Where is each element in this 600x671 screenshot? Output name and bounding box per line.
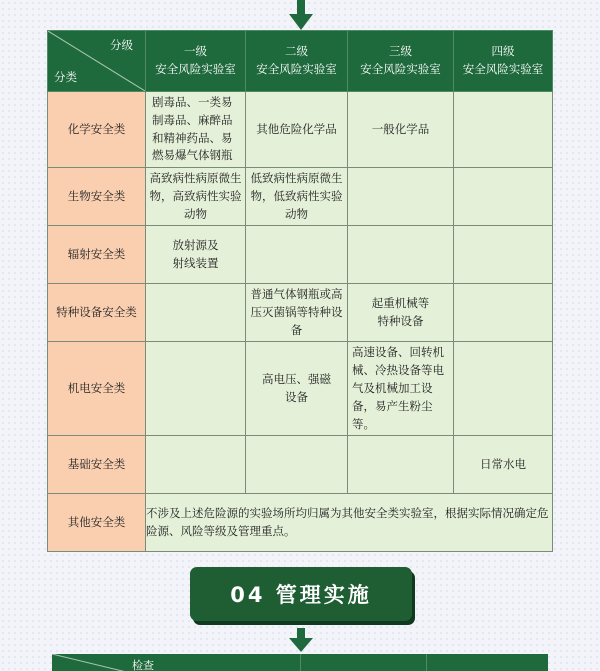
table-cell: 其他危险化学品 [246, 92, 348, 168]
table-cell: 剧毒品、一类易制毒品、麻醉品和精神药品、易燃易爆气体钢瓶 [146, 92, 246, 168]
category-cell: 机电安全类 [48, 342, 146, 436]
level-header-3: 三级 安全风险实验室 [348, 31, 454, 92]
inspection-header-label: 检查 [132, 659, 154, 671]
category-cell: 化学安全类 [48, 92, 146, 168]
category-cell: 基础安全类 [48, 436, 146, 494]
table-corner-cell [48, 31, 146, 92]
table-row [48, 92, 553, 168]
corner-category-label: 分类 [54, 70, 77, 85]
category-cell: 其他安全类 [48, 494, 146, 552]
category-cell: 生物安全类 [48, 168, 146, 226]
category-cell: 辐射安全类 [48, 226, 146, 284]
section-banner-title [230, 579, 372, 609]
table-cell: 高速设备、回转机械、冷热设备等电气及机械加工设备，易产生粉尘等。 [348, 342, 454, 436]
table-cell [146, 284, 246, 342]
table-cell: 一般化学品 [348, 92, 454, 168]
table-cell: 低致病性病原微生物，低致病性实验动物 [246, 168, 348, 226]
table-cell: 高电压、强磁 设备 [246, 342, 348, 436]
level-header-4: 四级 安全风险实验室 [454, 31, 553, 92]
table-row [48, 284, 553, 342]
table-cell: 起重机械等 特种设备 [348, 284, 454, 342]
table-row [48, 494, 553, 552]
corner-grade-label: 分级 [110, 38, 133, 52]
table-cell: 普通气体钢瓶或高压灭菌锅等特种设备 [246, 284, 348, 342]
table-row [48, 226, 553, 284]
down-arrow-icon [289, 0, 313, 30]
level-header-2: 二级 安全风险实验室 [246, 31, 348, 92]
table-cell: 高致病性病原微生物，高致病性实验动物 [146, 168, 246, 226]
table-cell: 日常水电 [454, 436, 553, 494]
table-cell [348, 226, 454, 284]
column-divider [300, 654, 301, 671]
table-cell [348, 436, 454, 494]
table-cell [348, 168, 454, 226]
corner-diagonal-line [52, 654, 300, 671]
table-row [48, 342, 553, 436]
level-header-1: 一级 安全风险实验室 [146, 31, 246, 92]
table-cell [246, 226, 348, 284]
risk-classification-table [47, 30, 553, 552]
table-row [48, 168, 553, 226]
other-note-cell: 不涉及上述危险源的实验场所均归属为其他安全类实验室，根据实际情况确定危险源、风险等级及管理重点。 [146, 494, 553, 552]
table-cell [146, 342, 246, 436]
table-header-row [48, 31, 553, 92]
table-cell: 放射源及 射线装置 [146, 226, 246, 284]
table-cell [454, 168, 553, 226]
table-cell [454, 284, 553, 342]
table-cell [146, 436, 246, 494]
section-title: 管理实施 [275, 583, 372, 607]
table-row [48, 436, 553, 494]
column-divider [426, 654, 427, 671]
category-cell: 特种设备安全类 [48, 284, 146, 342]
down-arrow-icon [289, 628, 313, 652]
table-cell [246, 436, 348, 494]
table-cell [454, 226, 553, 284]
section-number: 04 [230, 583, 266, 607]
table-cell [454, 342, 553, 436]
section-banner [190, 567, 412, 621]
management-table-header [52, 654, 548, 671]
table-cell [454, 92, 553, 168]
